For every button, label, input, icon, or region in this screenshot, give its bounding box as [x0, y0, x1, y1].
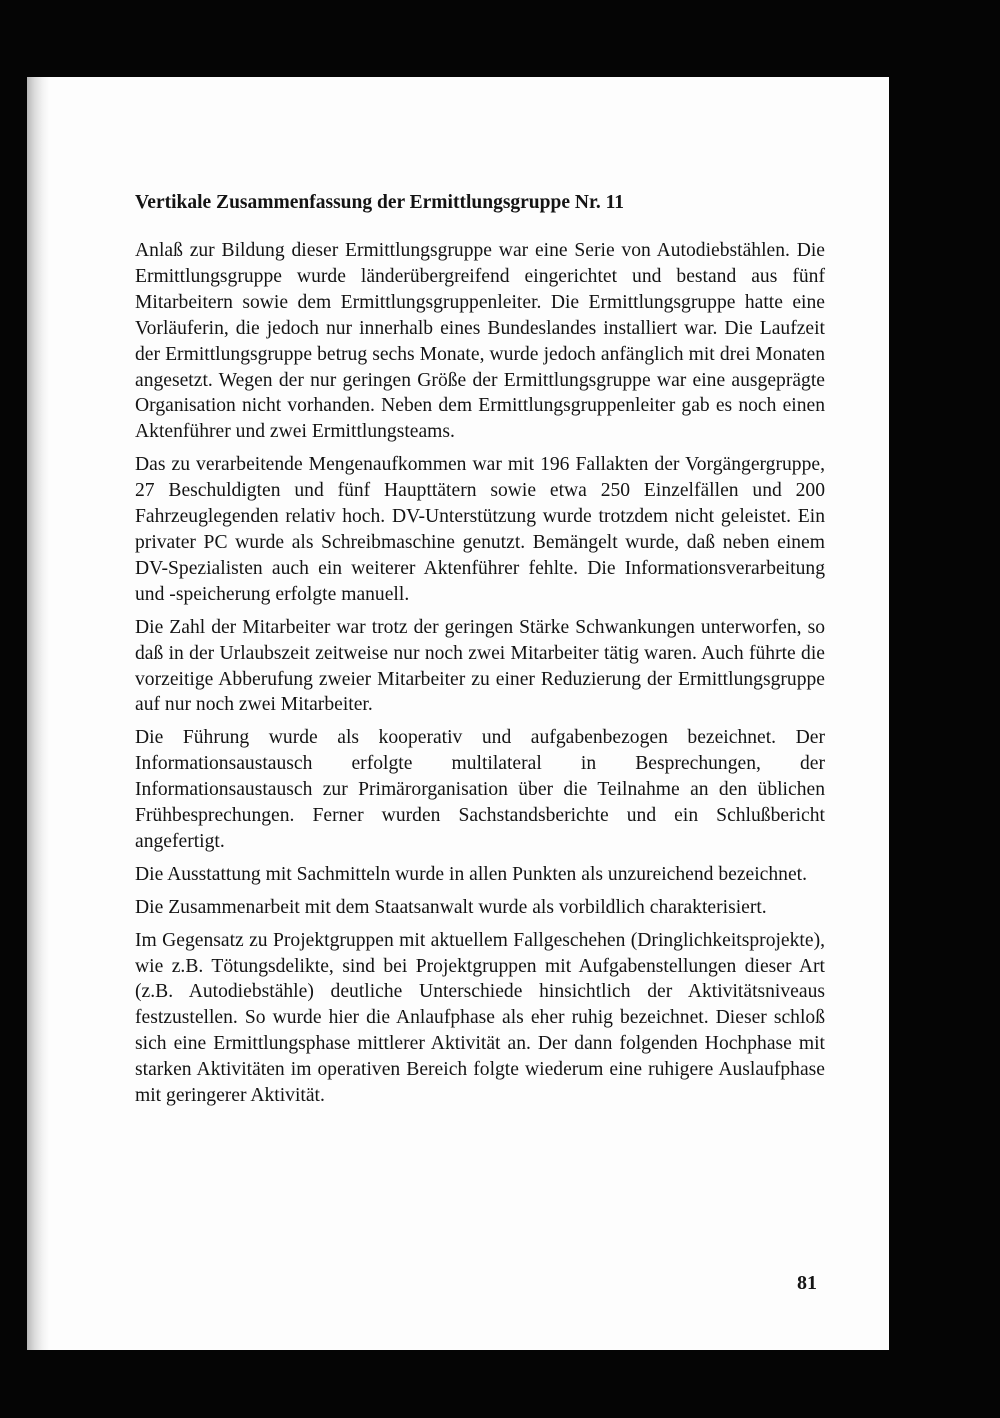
page-content	[135, 190, 825, 1116]
paragraph-prosecutor: Die Zusammenarbeit mit dem Staatsanwalt wurde als vorbildlich charakterisiert.	[135, 896, 767, 918]
section-heading: Vertikale Zusammenfassung der Ermittlungsgruppe Nr. 11	[135, 192, 624, 213]
paragraph-formation: Anlaß zur Bildung dieser Ermittlungsgruppe war eine Serie von Autodiebstählen. Die Ermittlungsgruppe wurde länderübergreifend eingerichtet und bestand aus fünf Mitarbeitern sowie dem Ermittlungsgruppenleiter. Die Ermittlungsgruppe hatte eine Vorläuferin, die jedoch nur innerhalb eines Bundeslandes installiert war. Die Laufzeit der Ermittlungsgruppe betrug sechs Monate, wurde jedoch anfänglich mit drei Monaten angesetzt. Wegen der nur geringen Größe der Ermittlungsgruppe war eine ausgeprägte Organisation nicht vorhanden. Neben dem Ermittlungsgruppenleiter gab es noch einen Aktenführer und zwei Ermittlungsteams.	[135, 240, 825, 443]
paragraph-staffing: Die Zahl der Mitarbeiter war trotz der geringen Stärke Schwankungen unterworfen, so daß in der Urlaubszeit zeitweise nur noch zwei Mitarbeiter tätig waren. Auch führte die vorzeitige Abberufung zweier Mitarbeiter zu einer Reduzierung der Ermittlungsgruppe auf nur noch zwei Mitarbeiter.	[135, 616, 825, 716]
page-gutter-shadow	[27, 77, 49, 1350]
paragraph-equipment: Die Ausstattung mit Sachmitteln wurde in allen Punkten als unzureichend bezeichnet.	[135, 863, 808, 885]
page-number: 81	[797, 1272, 817, 1294]
book-page	[27, 77, 889, 1350]
paragraph-leadership: Die Führung wurde als kooperativ und aufgabenbezogen bezeichnet. Der Informationsaustausch erfolgte multilateral in Besprechungen, der Informationsaustausch zur Primärorganisation über die Teilnahme an den üblichen Frühbesprechungen. Ferner wurden Sachstandsberichte und ein Schlußbericht angefertigt.	[135, 727, 825, 852]
paragraph-workload: Das zu verarbeitende Mengenaufkommen war mit 196 Fallakten der Vorgängergruppe, 27 Beschuldigten und fünf Haupttätern sowie etwa 250 Einzelfällen und 200 Fahrzeuglegenden relativ hoch. DV-Unterstützung wurde trotzdem nicht geleistet. Ein privater PC wurde als Schreibmaschine genutzt. Bemängelt wurde, daß neben einem DV-Spezialisten auch ein weiterer Aktenführer fehlte. Die Informationsverarbeitung und -speicherung erfolgte manuell.	[135, 454, 825, 605]
paragraph-activity-phases: Im Gegensatz zu Projektgruppen mit aktuellem Fallgeschehen (Dringlichkeitsprojekte), wie z.B. Tötungsdelikte, sind bei Projektgruppen mit Aufgabenstellungen dieser Art (z.B. Autodiebstähle) deutliche Unterschiede hinsichtlich der Aktivitätsniveaus festzustellen. So wurde hier die Anlaufphase als eher ruhig bezeichnet. Dieser schloß sich eine Ermittlungsphase mittlerer Aktivität an. Der dann folgenden Hochphase mit starken Aktivitäten im operativen Bereich folgte wiederum eine ruhigere Auslaufphase mit geringerer Aktivität.	[135, 929, 825, 1107]
